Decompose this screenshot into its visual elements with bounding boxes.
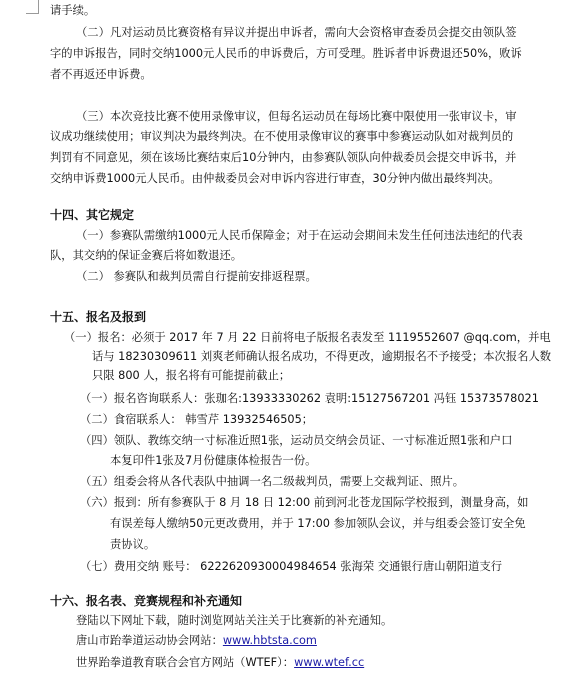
paragraph-line: （一）参赛队需缴纳1000元人民币保障金；对于在运动会期间未发生任何违法违纪的代表 — [76, 229, 523, 242]
paragraph-line: （三）本次竞技比赛不使用录像审议，但每名运动员在每场比赛中限使用一张审议卡，审 — [76, 110, 517, 123]
paragraph-line: 判罚有不同意见，须在该场比赛结束后10分钟内，由参赛队领队向仲裁委员会提交申诉书，并 — [50, 151, 517, 164]
wtef-link[interactable]: www.wtef.cc — [294, 656, 365, 669]
paragraph-line: （二）凡对运动员比赛资格有异议并提出申诉者，需向大会资格审查委员会提交由领队签 — [76, 26, 517, 39]
paragraph-line: 者不再返还申诉费。 — [50, 68, 152, 81]
paragraph-line: （六）报到：所有参赛队于 8 月 18 日 12:00 前到河北苍龙国际学校报到，测量身高，如 — [80, 496, 529, 509]
paragraph-line: 只限 800 人，报名将有可能提前截止； — [92, 369, 291, 382]
paragraph-line: 有误差每人缴纳50元更改费用，并于 17:00 参加领队会议，并与组委会签订安全免 — [110, 517, 526, 530]
paragraph-line: 责协议。 — [110, 538, 156, 551]
paragraph-line: （二） 参赛队和裁判员需自行提前安排返程票。 — [76, 270, 317, 283]
website-label: 世界跆拳道教育联合会官方网站（WTEF）： — [76, 656, 295, 669]
paragraph-line: （五）组委会将从各代表队中抽调一名二级裁判员，需要上交裁判证、照片。 — [80, 475, 465, 488]
paragraph-line: 字的申诉报告，同时交纳1000元人民币的申诉费后，方可受理。胜诉者申诉费退还50%，败诉 — [50, 47, 522, 60]
website-line — [76, 634, 317, 648]
paragraph-line: 请手续。 — [50, 4, 96, 17]
section-heading: 十六、报名表、竞赛规程和补充通知 — [50, 594, 243, 608]
website-line — [76, 656, 364, 670]
paragraph-line: 交纳申诉费1000元人民币。由仲裁委员会对申诉内容进行审查，30分钟内做出最终判决。 — [50, 172, 500, 185]
section-heading: 十五、报名及报到 — [50, 310, 147, 324]
hbtsta-link[interactable]: www.hbtsta.com — [222, 634, 317, 647]
paragraph-line: 登陆以下网址下载，随时浏览网站关注关于比赛新的补充通知。 — [76, 614, 393, 627]
paragraph-line: （二）食宿联系人： 韩雪芹 13932546505； — [80, 413, 314, 426]
paragraph-line: 议成功继续使用；审议判决为最终判决。在不使用录像审议的赛事中参赛运动队如对裁判员的 — [50, 130, 514, 143]
paragraph-line: 本复印件1张及7月份健康体检报告一份。 — [110, 454, 317, 467]
page-corner-mark — [0, 0, 40, 14]
website-label: 唐山市跆拳道运动协会网站： — [76, 634, 223, 647]
paragraph-line: （一）报名：必须于 2017 年 7 月 22 日前将电子版报名表发至 1119552607 @qq.com，并电 — [64, 331, 551, 344]
section-heading: 十四、其它规定 — [50, 208, 135, 222]
paragraph-line: （七）费用交纳 账号： 6222620930004984654 张海荣 交通银行唐山朝阳道支行 — [80, 560, 503, 573]
paragraph-line: （一）报名咨询联系人：张珈名:13933330262 袁明:15127567201 冯钰 15373578021 — [80, 392, 539, 405]
paragraph-line: 话与 18230309611 刘爽老师确认报名成功，不得更改，逾期报名不予接受；本次报名人数 — [92, 350, 552, 363]
paragraph-line: （四）领队、教练交纳一寸标准近照1张，运动员交纳会员证、一寸标准近照1张和户口 — [80, 434, 513, 447]
paragraph-line: 队，其交纳的保证金赛后将如数退还。 — [50, 249, 243, 262]
